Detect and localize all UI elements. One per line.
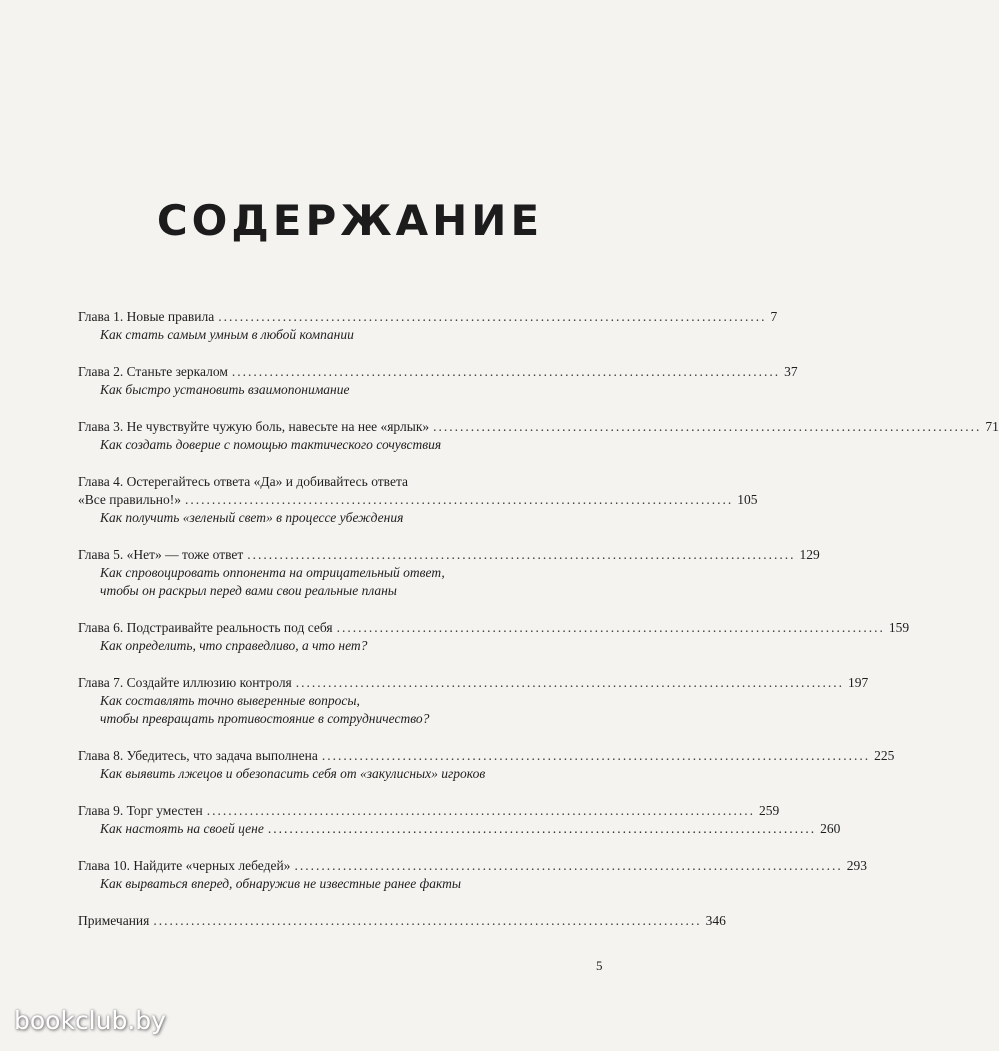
chapter-title: Глава 4. Остерегайтесь ответа «Да» и добивайтесь ответа <box>78 474 409 489</box>
toc-entry-ch1[interactable] <box>78 308 778 344</box>
leader-dots: ...................................................................................................... <box>336 620 885 635</box>
chapter-subtitle: Как спровоцировать оппонента на отрицательный ответ, <box>100 565 445 580</box>
toc-entry-ch4[interactable] <box>78 473 758 527</box>
subtitle-page: 260 <box>820 821 841 836</box>
notes-page: 346 <box>705 913 726 928</box>
chapter-title: Глава 3. Не чувствуйте чужую боль, навесьте на нее «ярлык» <box>78 419 430 434</box>
chapter-title: Глава 9. Торг уместен <box>78 803 203 818</box>
chapter-page: 71 <box>985 419 999 434</box>
chapter-title: Глава 1. Новые правила <box>78 309 215 324</box>
chapter-page: 37 <box>784 364 798 379</box>
leader-dots: ...................................................................................................... <box>321 748 871 763</box>
watermark-logo: bookclub.by <box>14 1006 166 1035</box>
chapter-subtitle: Как получить «зеленый свет» в процессе убеждения <box>100 510 404 525</box>
chapter-title: Глава 8. Убедитесь, что задача выполнена <box>78 748 318 763</box>
chapter-title-cont: «Все правильно!» <box>78 492 181 507</box>
toc-entry-ch3[interactable] <box>78 418 999 454</box>
chapter-title: Глава 2. Станьте зеркалом <box>78 364 228 379</box>
page-number: 5 <box>596 958 603 973</box>
toc-entry-ch9[interactable] <box>78 802 841 838</box>
chapter-title: Глава 6. Подстраивайте реальность под себя <box>78 620 333 635</box>
leader-dots: ...................................................................................................... <box>267 821 817 836</box>
notes-title: Примечания <box>78 913 150 928</box>
toc-entry-notes[interactable] <box>78 912 726 930</box>
chapter-page: 105 <box>737 492 758 507</box>
toc-entry-ch10[interactable] <box>78 857 867 893</box>
chapter-subtitle: Как настоять на своей цене <box>100 821 264 836</box>
chapter-subtitle: Как составлять точно выверенные вопросы, <box>100 693 360 708</box>
toc-entry-ch5[interactable] <box>78 546 820 600</box>
chapter-subtitle: Как определить, что справедливо, а что нет? <box>100 638 368 653</box>
chapter-subtitle: Как стать самым умным в любой компании <box>100 327 354 342</box>
chapter-page: 225 <box>874 748 895 763</box>
chapter-page: 159 <box>888 620 910 635</box>
chapter-title: Глава 10. Найдите «черных лебедей» <box>78 858 291 873</box>
toc-entry-ch7[interactable] <box>78 674 869 728</box>
toc-entry-ch8[interactable] <box>78 747 895 783</box>
leader-dots: ...................................................................................................... <box>295 675 845 690</box>
chapter-page: 197 <box>848 675 869 690</box>
chapter-page: 129 <box>799 547 820 562</box>
leader-dots: ...................................................................................................... <box>294 858 843 873</box>
chapter-subtitle: чтобы он раскрыл перед вами свои реальные планы <box>100 583 397 598</box>
toc-entry-ch2[interactable] <box>78 363 798 399</box>
chapter-page: 259 <box>759 803 780 818</box>
leader-dots: ...................................................................................................... <box>247 547 796 562</box>
chapter-title: Глава 7. Создайте иллюзию контроля <box>78 675 292 690</box>
leader-dots: ...................................................................................................... <box>231 364 781 379</box>
toc-entry-ch6[interactable] <box>78 619 910 655</box>
leader-dots: ...................................................................................................... <box>184 492 734 507</box>
chapter-subtitle: Как создать доверие с помощью тактического сочувствия <box>100 437 442 452</box>
chapter-page: 7 <box>770 309 778 324</box>
leader-dots: ...................................................................................................... <box>206 803 756 818</box>
leader-dots: ...................................................................................................... <box>433 419 982 434</box>
chapter-title: Глава 5. «Нет» — тоже ответ <box>78 547 244 562</box>
chapter-subtitle: Как вырваться вперед, обнаружив не известные ранее факты <box>100 876 461 891</box>
chapter-subtitle: Как выявить лжецов и обезопасить себя от «закулисных» игроков <box>100 766 486 781</box>
table-of-contents <box>78 308 999 949</box>
leader-dots: ...................................................................................................... <box>153 913 702 928</box>
page-title: СОДЕРЖАНИЕ <box>156 196 544 245</box>
chapter-subtitle: Как быстро установить взаимопонимание <box>100 382 350 397</box>
chapter-subtitle: чтобы превращать противостояние в сотрудничество? <box>100 711 430 726</box>
chapter-page: 293 <box>846 858 867 873</box>
leader-dots: ...................................................................................................... <box>218 309 767 324</box>
